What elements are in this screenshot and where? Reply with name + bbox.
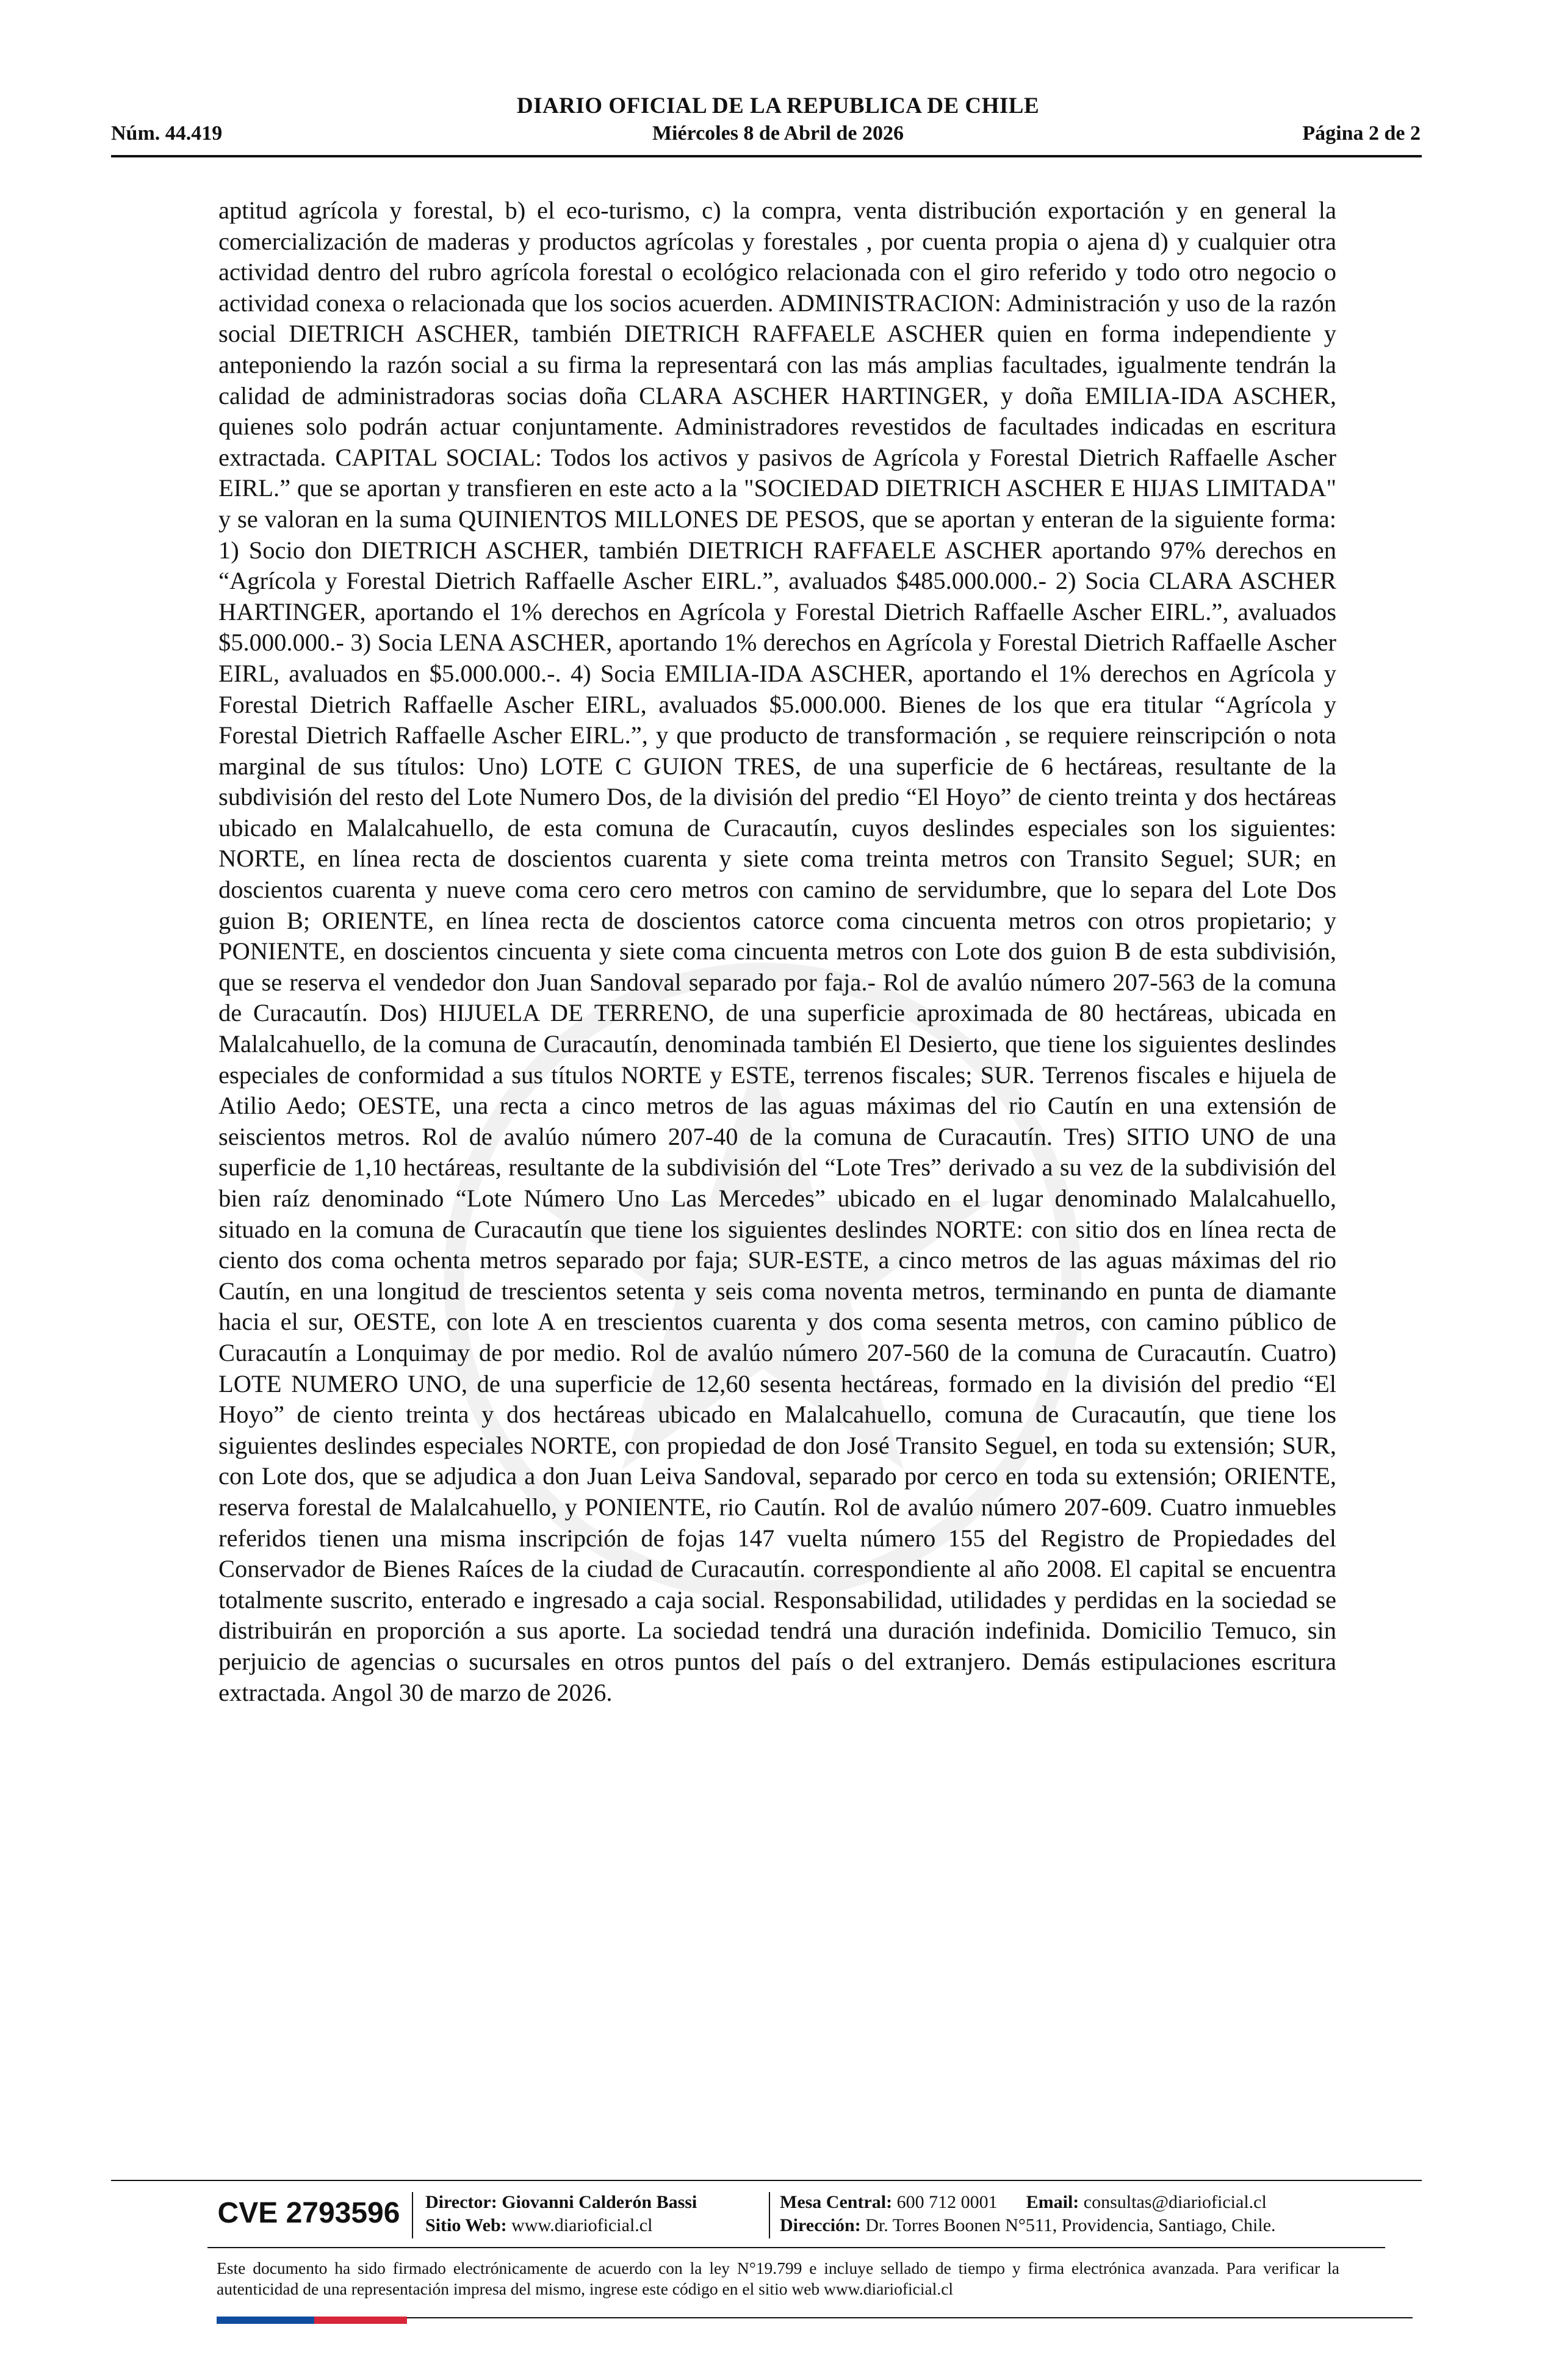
mesa-label: Mesa Central: [780,2192,893,2212]
newspaper-title: DIARIO OFICIAL DE LA REPUBLICA DE CHILE [516,93,1040,118]
legal-notice: Este documento ha sido firmado electrónicamente de acuerdo con la ley N°19.799 e incluye sellado de tiempo y firma electrónica avanzada. Para verificar la autenticidad de una representación impresa del mismo, ingrese este código en el sitio web www.diarioficial.cl [217,2259,1339,2298]
footer-divider-top [111,2180,1422,2181]
footer-divider-middle [207,2247,1385,2248]
footer-contact-block [780,2191,1276,2237]
director-name: Giovanni Calderón Bassi [502,2192,697,2212]
address-label: Dirección: [780,2215,861,2235]
flag-blue-segment [217,2317,314,2324]
email-link[interactable]: consultas@diarioficial.cl [1083,2192,1267,2212]
address-text: Dr. Torres Boonen N°511, Providencia, Santiago, Chile. [865,2215,1276,2235]
flag-stripe [217,2317,407,2324]
issue-number: Núm. 44.419 [111,122,223,145]
mesa-phone: 600 712 0001 [896,2192,998,2212]
flag-red-segment [314,2317,407,2324]
page-indicator: Página 2 de 2 [1302,122,1421,145]
header-divider [111,155,1422,157]
issue-date: Miércoles 8 de Abril de 2026 [652,122,904,145]
email-label: Email: [1026,2192,1079,2212]
footer-separator [412,2192,413,2238]
footer-director-block [425,2191,697,2237]
site-label: Sitio Web: [425,2215,507,2235]
document-body-text: aptitud agrícola y forestal, b) el eco-turismo, c) la compra, venta distribución exportación y en general la comercialización de maderas y productos agrícolas y forestales , por cuenta propia o ajena d) y cualquier otra actividad dentro del rubro agrícola forestal o ecológico relacionada con el giro referido y todo otro negocio o actividad conexa o relacionada que los socios acuerden. ADMINISTRACION: Administración y uso de la razón social DIETRICH ASCHER, también DIETRICH RAFFAELE ASCHER quien en forma independiente y anteponiendo la razón social a su firma la representará con las más amplias facultades, igualmente tendrán la calidad de administradoras socias doña CLARA ASCHER HARTINGER, y doña EMILIA-IDA ASCHER, quienes solo podrán actuar conjuntamente. Administradores revestidos de facultades indicadas en escritura extractada. CAPITAL SOCIAL: Todos los activos y pasivos de Agrícola y Forestal Dietrich Raffaelle Ascher EIRL.” que se aportan y transfieren en este acto a la "SOCIEDAD DIETRICH ASCHER E HIJAS LIMITADA" y se valoran en la suma QUINIENTOS MILLONES DE PESOS, que se aportan y enteran de la siguiente forma: 1) Socio don DIETRICH ASCHER, también DIETRICH RAFFAELE ASCHER aportando 97% derechos en “Agrícola y Forestal Dietrich Raffaelle Ascher EIRL.”, avaluados $485.000.000.- 2) Socia CLARA ASCHER HARTINGER, aportando el 1% derechos en Agrícola y Forestal Dietrich Raffaelle Ascher EIRL.”, avaluados $5.000.000.- 3) Socia LENA ASCHER, aportando 1% derechos en Agrícola y Forestal Dietrich Raffaelle Ascher EIRL, avaluados en $5.000.000.-. 4) Socia EMILIA-IDA ASCHER, aportando el 1% derechos en Agrícola y Forestal Dietrich Raffaelle Ascher EIRL, avaluados $5.000.000. Bienes de los que era titular “Agrícola y Forestal Dietrich Raffaelle Ascher EIRL.”, y que producto de transformación , se requiere reinscripción o nota marginal de sus títulos: Uno) LOTE C GUION TRES, de una superficie de 6 hectáreas, resultante de la subdivisión del resto del Lote Numero Dos, de la división del predio “El Hoyo” de ciento treinta y dos hectáreas ubicado en Malalcahuello, de esta comuna de Curacautín, cuyos deslindes especiales son los siguientes: NORTE, en línea recta de doscientos cuarenta y siete coma treinta metros con Transito Seguel; SUR; en doscientos cuarenta y nueve coma cero cero metros con camino de servidumbre, que lo separa del Lote Dos guion B; ORIENTE, en línea recta de doscientos catorce coma cincuenta metros con otros propietario; y PONIENTE, en doscientos cincuenta y siete coma cincuenta metros con Lote dos guion B de esta subdivisión, que se reserva el vendedor don Juan Sandoval separado por faja.- Rol de avalúo número 207-563 de la comuna de Curacautín. Dos) HIJUELA DE TERRENO, de una superficie aproximada de 80 hectáreas, ubicada en Malalcahuello, de la comuna de Curacautín, denominada también El Desierto, que tiene los siguientes deslindes especiales de conformidad a sus títulos NORTE y ESTE, terrenos fiscales; SUR. Terrenos fiscales e hijuela de Atilio Aedo; OESTE, una recta a cinco metros de las aguas máximas del rio Cautín en una extensión de seiscientos metros. Rol de avalúo número 207-40 de la comuna de Curacautín. Tres) SITIO UNO de una superficie de 1,10 hectáreas, resultante de la subdivisión del “Lote Tres” derivado a su vez de la subdivisión del bien raíz denominado “Lote Número Uno Las Mercedes” ubicado en el lugar denominado Malalcahuello, situado en la comuna de Curacautín que tiene los siguientes deslindes NORTE: con sitio dos en línea recta de ciento dos coma ochenta metros separado por faja; SUR-ESTE, a cinco metros de las aguas máximas del rio Cautín, en una longitud de trescientos setenta y seis coma noventa metros, terminando en punta de diamante hacia el sur, OESTE, con lote A en trescientos cuarenta y dos coma sesenta metros, con camino público de Curacautín a Lonquimay de por medio. Rol de avalúo número 207-560 de la comuna de Curacautín. Cuatro) LOTE NUMERO UNO, de una superficie de 12,60 sesenta hectáreas, formado en la división del predio “El Hoyo” de ciento treinta y dos hectáreas ubicado en Malalcahuello, comuna de Curacautín, que tiene los siguientes deslindes especiales NORTE, con propiedad de don José Transito Seguel, en toda su extensión; SUR, con Lote dos, que se adjudica a don Juan Leiva Sandoval, separado por cerco en toda su extensión; ORIENTE, reserva forestal de Malalcahuello, y PONIENTE, rio Cautín. Rol de avalúo número 207-609. Cuatro inmuebles referidos tienen una misma inscripción de fojas 147 vuelta número 155 del Registro de Propiedades del Conservador de Bienes Raíces de la ciudad de Curacautín. correspondiente al año 2008. El capital se encuentra totalmente suscrito, enterado e ingresado a caja social. Responsabilidad, utilidades y perdidas en la sociedad se distribuirán en proporción a sus aporte. La sociedad tendrá una duración indefinida. Domicilio Temuco, sin perjuicio de agencias o sucursales en otros puntos del país o del extranjero. Demás estipulaciones escritura extractada. Angol 30 de marzo de 2026. [218,197,1336,1706]
footer-separator [769,2192,770,2238]
cve-code: CVE 2793596 [217,2196,400,2229]
site-link[interactable]: www.diarioficial.cl [511,2215,653,2235]
director-label: Director: [425,2192,497,2212]
